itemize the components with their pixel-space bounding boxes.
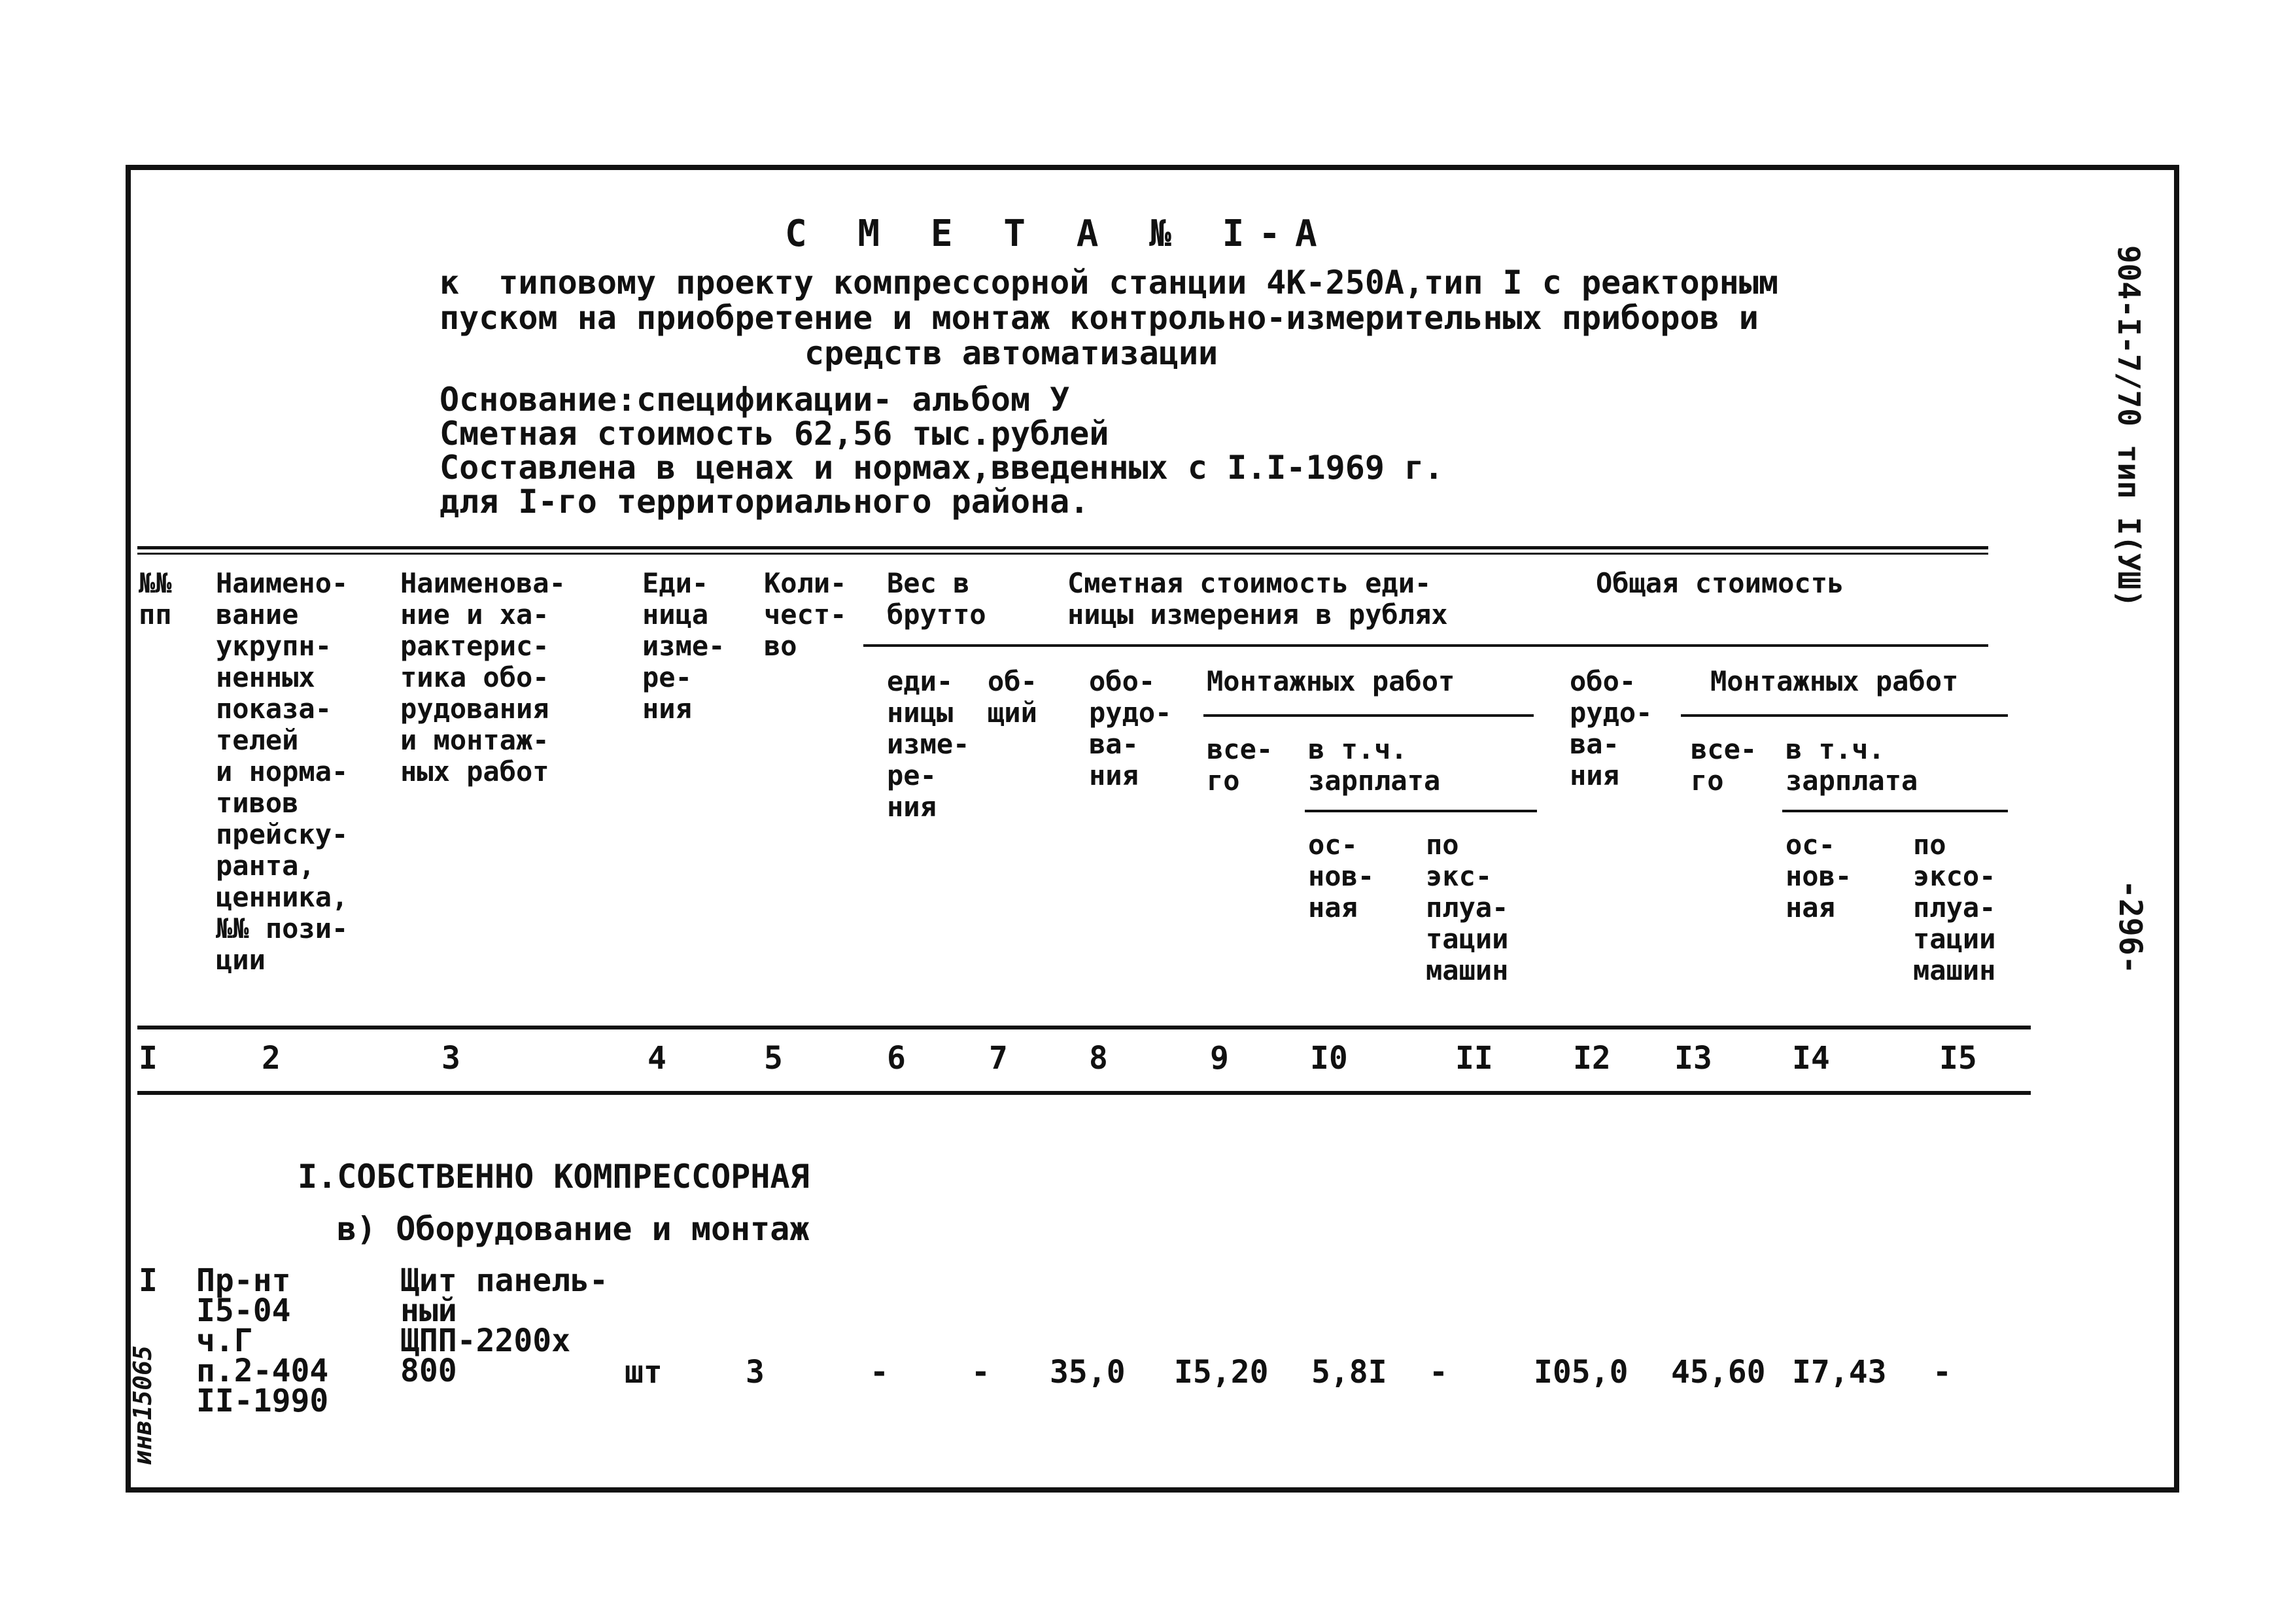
row-weight-total: - [971,1354,990,1391]
header-col-unit: Еди- ница изме- ре- ния [642,567,725,725]
header-col-weight-total: об- щий [988,665,1037,729]
header-subrule-wage-b [1782,810,2008,812]
column-number: 7 [989,1040,1008,1077]
column-numbers-rule [137,1091,2031,1095]
header-col-weight-unit: еди- ницы изме- ре- ния [887,665,970,823]
header-col-unit-equipment: обо- рудо- ва- ния [1089,665,1172,791]
column-number: 8 [1089,1040,1108,1077]
margin-page-number: -296- [2112,880,2148,975]
row-reference: Пр-нт I5-04 ч.Г п.2-404 II-1990 [196,1262,329,1419]
column-number: 5 [764,1040,783,1077]
header-col-total-mount: все- го [1691,733,1757,797]
header-subrule-mount-a [1203,714,1534,717]
header-group-weight: Вес в брутто [887,567,986,631]
basis-line-4: для I-го территориального района. [440,483,1090,521]
row-total-mount: 45,60 [1671,1354,1766,1391]
column-number: 9 [1210,1040,1229,1077]
row-unit-equipment-cost: 35,0 [1050,1354,1126,1391]
header-col-reference: Наимено- вание укрупн- ненных показа- телей и норма- тивов прейску- ранта, ценника, №№ пози- ции [216,567,349,976]
header-col-unit-wage-machines: по экс- плуа- тации машин [1426,829,1509,986]
row-weight-unit: - [870,1354,889,1391]
inventory-stamp: инв15065 [128,1345,157,1465]
column-number: 2 [262,1040,281,1077]
row-total-equipment: I05,0 [1534,1354,1629,1391]
basis-line-2: Сметная стоимость 62,56 тыс.рублей [440,415,1109,453]
row-quantity: 3 [746,1354,765,1391]
header-col-total-wage-machines: по эксо- плуа- тации машин [1913,829,1996,986]
row-unit-mount-cost: I5,20 [1174,1354,1269,1391]
row-unit-wage-cost: 5,8I [1311,1354,1387,1391]
header-subrule-groups [863,644,1988,647]
subtitle-line-2: пуском на приобретение и монтаж контрольно-измерительных приборов и [440,299,1759,337]
header-col-name: Наименова- ние и ха- рактерис- тика обо- рудования и монтаж- ных работ [400,567,566,787]
row-name: Щит панель- ный ЩПП-2200х 800 [400,1262,608,1389]
basis-line-3: Составлена в ценах и нормах,введенных с I.I-1969 г. [440,449,1444,487]
document-title: С М Е Т А № I-А [785,213,1332,255]
header-group-total-cost: Общая стоимость [1596,567,1844,599]
basis-line-1: Основание:спецификации- альбом У [440,381,1070,419]
header-col-total-equipment: обо- рудо- ва- ния [1570,665,1653,791]
column-number: I [139,1040,158,1077]
header-col-quantity: Коли- чест- во [764,567,847,662]
row-total-machine: - [1933,1354,1952,1391]
header-col-unit-mount-total: все- го [1207,733,1273,797]
header-top-rule [137,546,1988,549]
header-subrule-mount-b [1681,714,2008,717]
section-subtitle: в) Оборудование и монтаж [337,1210,810,1248]
column-number: I2 [1573,1040,1611,1077]
row-number: I [139,1262,158,1299]
header-col-number: №№ пп [139,567,172,631]
column-number: 6 [887,1040,906,1077]
header-col-total-wage-basic: ос- нов- ная [1786,829,1852,924]
header-group-mount-b: Монтажных работ [1710,665,1959,697]
subtitle-line-1: к типовому проекту компрессорной станции 4К-250А,тип I с реакторным [440,264,1778,302]
header-group-wage-a: в т.ч. зарплата [1308,733,1441,797]
header-group-wage-b: в т.ч. зарплата [1786,733,1918,797]
subtitle-line-3: средств автоматизации [804,334,1218,372]
header-group-unit-cost: Сметная стоимость еди- ницы измерения в рублях [1067,567,1448,631]
column-number: I3 [1674,1040,1712,1077]
header-subrule-wage-a [1305,810,1537,812]
row-total-wage: I7,43 [1792,1354,1887,1391]
row-unit-machine-cost: - [1429,1354,1448,1391]
column-number: I0 [1310,1040,1348,1077]
column-number: I5 [1939,1040,1977,1077]
column-number: II [1455,1040,1493,1077]
column-number: 3 [441,1040,460,1077]
section-title: I.СОБСТВЕННО КОМПРЕССОРНАЯ [298,1158,810,1196]
column-number: 4 [647,1040,666,1077]
header-group-mount-a: Монтажных работ [1207,665,1455,697]
header-col-unit-wage-basic: ос- нов- ная [1308,829,1375,924]
margin-document-code: 904-I-7/70 тип I(УШ) [2111,245,2147,608]
column-number: I4 [1792,1040,1830,1077]
header-top-rule-2 [137,553,1988,555]
header-bottom-rule [137,1026,2031,1029]
row-unit: шт [625,1354,663,1391]
